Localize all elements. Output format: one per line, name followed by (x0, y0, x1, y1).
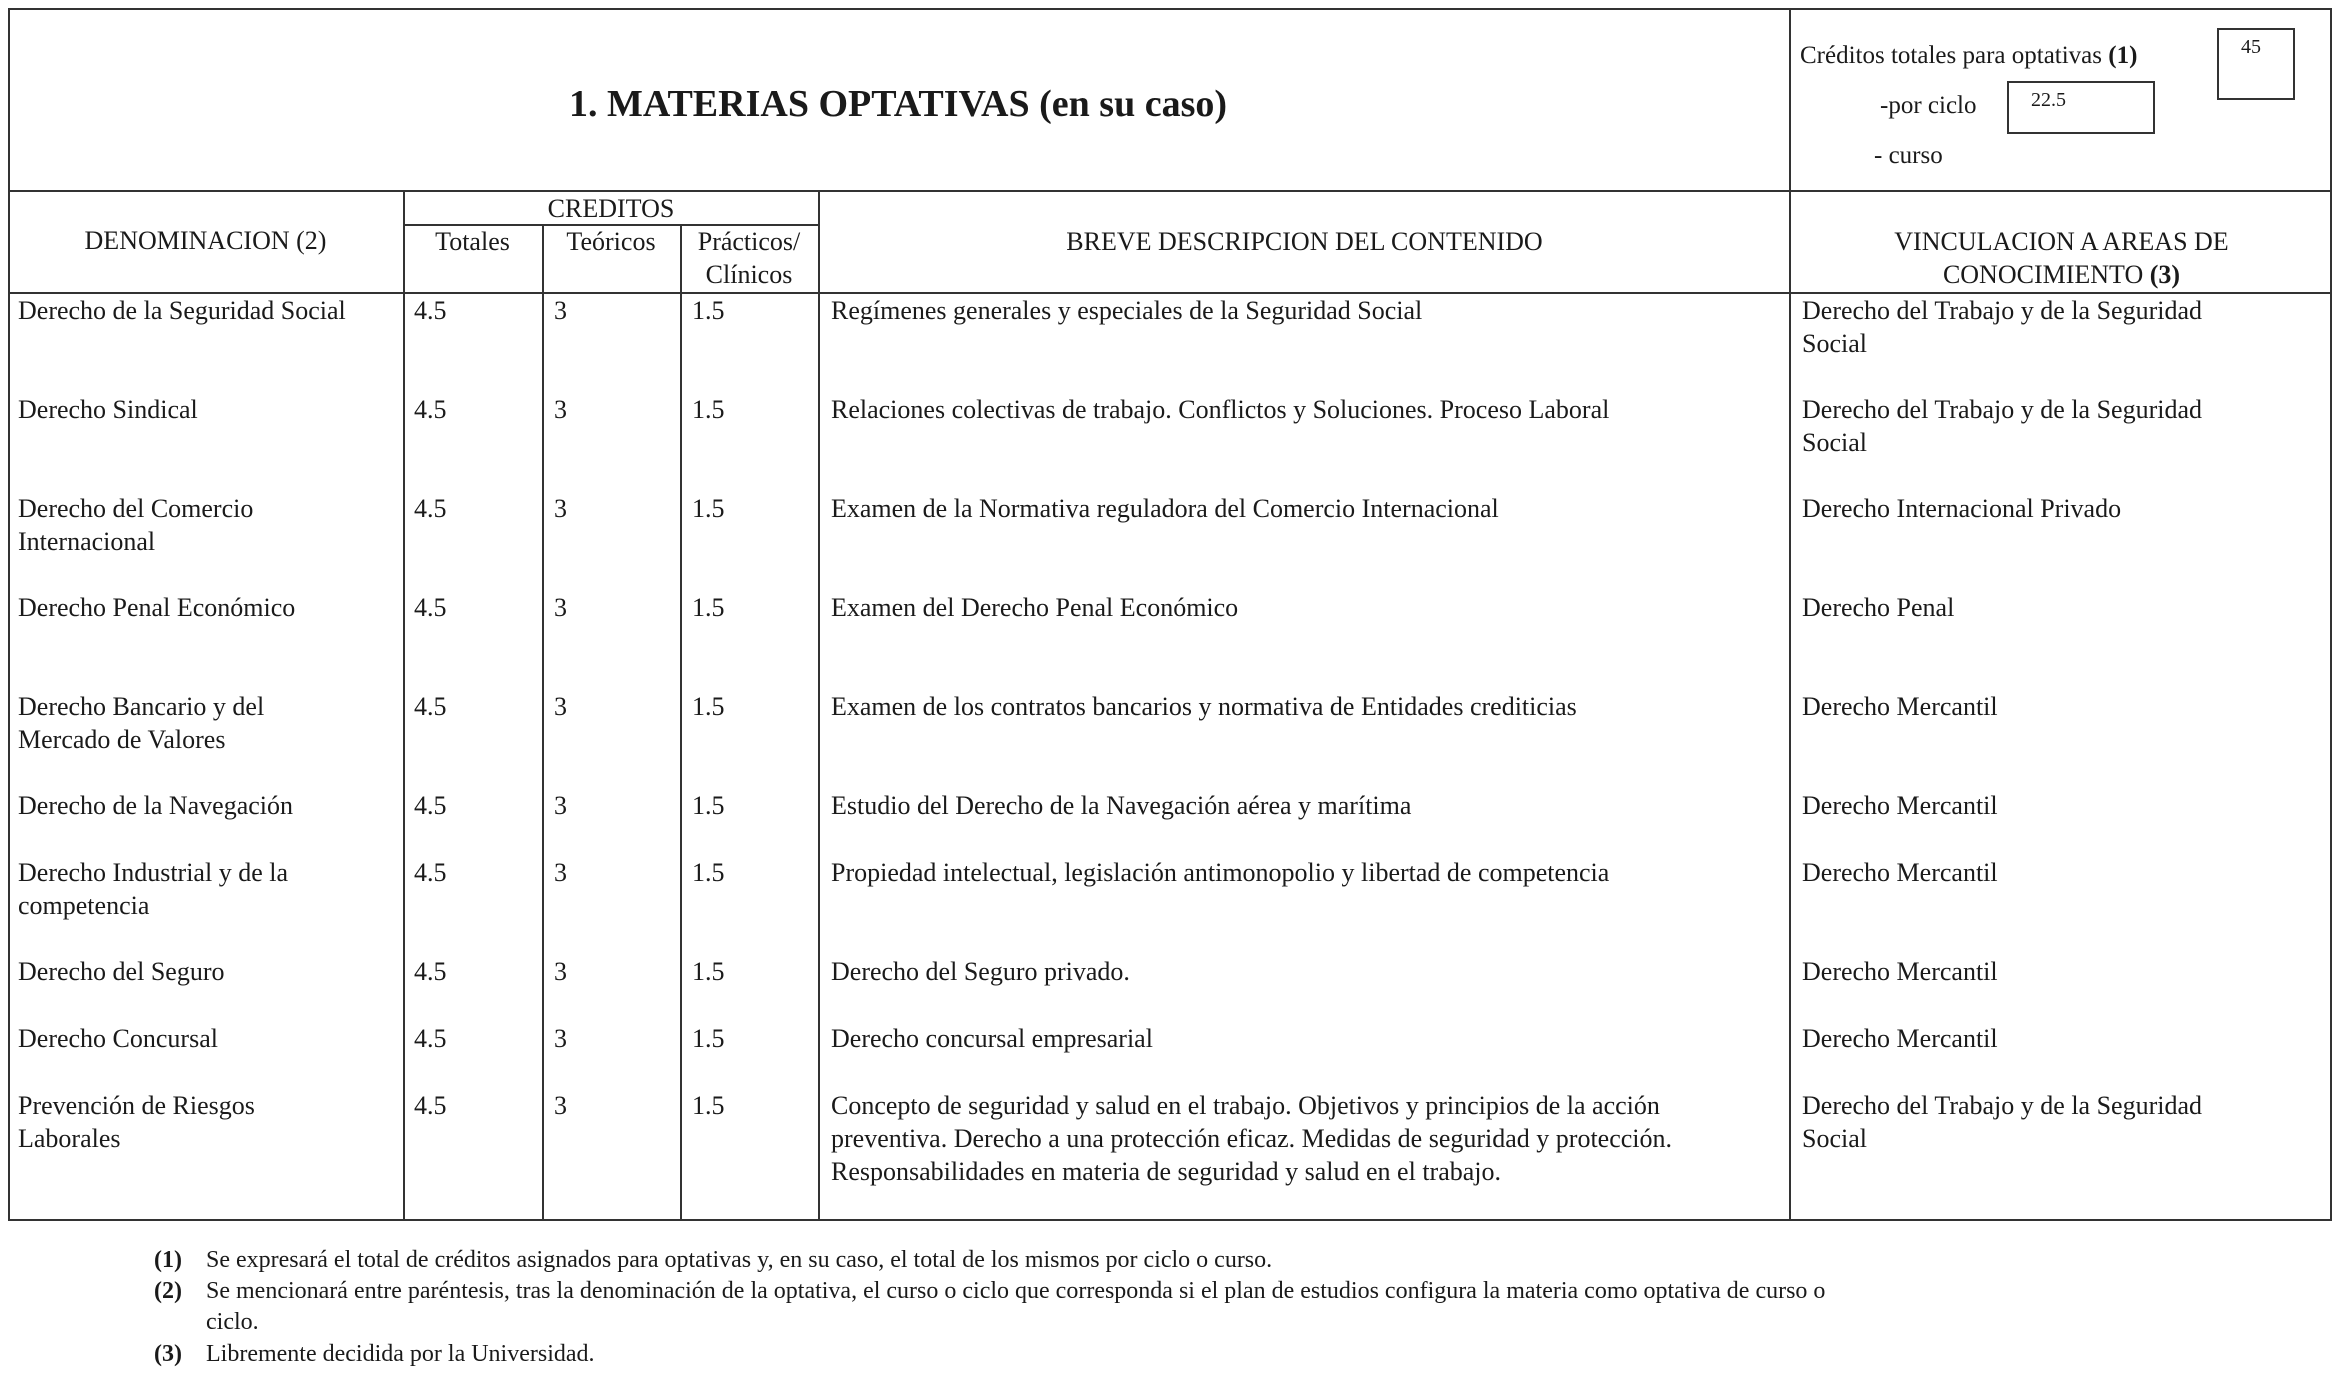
footnote-2-number: (2) (154, 1278, 182, 1304)
row-5-desc-line1: Estudio del Derecho de la Navegación aérea y marítima (831, 791, 1412, 820)
row-8-totales: 4.5 (414, 1024, 447, 1053)
row-2-area-line1: Derecho Internacional Privado (1802, 494, 2122, 523)
row-4-desc-line1: Examen de los contratos bancarios y normativa de Entidades crediticias (831, 692, 1577, 721)
row-0-name-line1: Derecho de la Seguridad Social (18, 296, 346, 325)
row-1-totales: 4.5 (414, 395, 447, 424)
per-ciclo-label: -por ciclo (1880, 92, 1977, 119)
header-denominacion-text: DENOMINACION (84, 226, 290, 255)
row-1-desc-line1: Relaciones colectivas de trabajo. Conflictos y Soluciones. Proceso Laboral (831, 395, 1610, 424)
total-credits-value: 45 (2241, 36, 2261, 58)
row-5-descripcion (831, 789, 1786, 822)
header-practicos-line2: Clínicos (705, 260, 793, 289)
header-divider (8, 190, 2332, 192)
row-7-desc-line1: Derecho del Seguro privado. (831, 957, 1130, 986)
header-vinculacion-line2 (1791, 258, 2332, 291)
row-1-name (18, 393, 398, 426)
header-vinculacion (1791, 225, 2332, 291)
col-divider-practicos (818, 190, 820, 1221)
header-vinculacion-line1: VINCULACION A AREAS DE (1894, 227, 2229, 256)
row-5-area (1802, 789, 2327, 822)
row-4-teoricos: 3 (554, 692, 567, 721)
footnote-1 (154, 1245, 2304, 1276)
per-curso-label: - curso (1874, 142, 1943, 169)
per-ciclo-value-box (2007, 81, 2155, 134)
row-4-name-line1: Derecho Bancario y del (18, 692, 265, 721)
row-6-totales: 4.5 (414, 858, 447, 887)
footnote-3-number: (3) (154, 1341, 182, 1367)
row-9-desc-line2: preventiva. Derecho a una protección eficaz. Medidas de seguridad y protección. (831, 1124, 1673, 1153)
row-0-area (1802, 294, 2327, 360)
row-7-area (1802, 955, 2327, 988)
footnote-1-text: Se expresará el total de créditos asignados para optativas y, en su caso, el total de los mismos por ciclo o curso. (206, 1247, 1273, 1273)
row-4-totales: 4.5 (414, 692, 447, 721)
row-5-area-line1: Derecho Mercantil (1802, 791, 1998, 820)
row-8-area (1802, 1022, 2327, 1055)
row-1-practicos: 1.5 (692, 395, 725, 424)
row-2-name-line2: Internacional (18, 527, 156, 556)
row-0-name (18, 294, 398, 327)
row-3-name-line1: Derecho Penal Económico (18, 593, 296, 622)
row-2-desc-line1: Examen de la Normativa reguladora del Comercio Internacional (831, 494, 1499, 523)
row-7-name-line1: Derecho del Seguro (18, 957, 225, 986)
row-0-practicos: 1.5 (692, 296, 725, 325)
footnote-1-number: (1) (154, 1247, 182, 1273)
row-8-desc-line1: Derecho concursal empresarial (831, 1024, 1153, 1053)
row-3-totales: 4.5 (414, 593, 447, 622)
total-credits-value-box (2217, 28, 2295, 100)
row-2-name-line1: Derecho del Comercio (18, 494, 254, 523)
row-9-area (1802, 1089, 2327, 1155)
header-creditos: CREDITOS (547, 194, 675, 223)
col-divider-denominacion (403, 190, 405, 1221)
row-5-practicos: 1.5 (692, 791, 725, 820)
header-practicos (680, 225, 818, 291)
row-3-area (1802, 591, 2327, 624)
total-credits-label (1800, 42, 2137, 70)
row-7-descripcion (831, 955, 1786, 988)
row-5-totales: 4.5 (414, 791, 447, 820)
row-6-name (18, 856, 398, 922)
row-1-area (1802, 393, 2327, 459)
footnote-2-line1: Se mencionará entre paréntesis, tras la denominación de la optativa, el curso o ciclo que corresponda si el plan de estudios configura la materia como optativa de curso o (206, 1278, 1826, 1304)
row-9-area-line1: Derecho del Trabajo y de la Seguridad (1802, 1091, 2203, 1120)
row-7-practicos: 1.5 (692, 957, 725, 986)
row-2-name (18, 492, 398, 558)
row-1-name-line1: Derecho Sindical (18, 395, 198, 424)
header-descripcion: BREVE DESCRIPCION DEL CONTENIDO (1066, 227, 1543, 256)
row-0-teoricos: 3 (554, 296, 567, 325)
row-4-area (1802, 690, 2327, 723)
row-2-practicos: 1.5 (692, 494, 725, 523)
title-suffix: (en su caso) (1039, 83, 1228, 125)
header-vinculacion-ref: (3) (2149, 260, 2181, 289)
row-9-descripcion (831, 1089, 1786, 1188)
row-2-descripcion (831, 492, 1786, 525)
row-3-desc-line1: Examen del Derecho Penal Económico (831, 593, 1239, 622)
row-1-descripcion (831, 393, 1786, 426)
credits-box-divider (1789, 8, 1791, 1221)
row-8-name-line1: Derecho Concursal (18, 1024, 218, 1053)
row-9-desc-line1: Concepto de seguridad y salud en el trabajo. Objetivos y principios de la acción (831, 1091, 1660, 1120)
row-4-descripcion (831, 690, 1786, 723)
row-9-totales: 4.5 (414, 1091, 447, 1120)
row-1-teoricos: 3 (554, 395, 567, 424)
row-6-name-line2: competencia (18, 891, 150, 920)
row-0-desc-line1: Regímenes generales y especiales de la Seguridad Social (831, 296, 1423, 325)
row-0-totales: 4.5 (414, 296, 447, 325)
row-0-area-line1: Derecho del Trabajo y de la Seguridad (1802, 296, 2203, 325)
row-6-area (1802, 856, 2327, 889)
row-5-teoricos: 3 (554, 791, 567, 820)
footnote-3 (154, 1339, 2304, 1370)
row-7-name (18, 955, 398, 988)
row-7-teoricos: 3 (554, 957, 567, 986)
row-3-practicos: 1.5 (692, 593, 725, 622)
per-ciclo-value: 22.5 (2031, 89, 2066, 111)
row-8-descripcion (831, 1022, 1786, 1055)
row-6-name-line1: Derecho Industrial y de la (18, 858, 289, 887)
row-8-area-line1: Derecho Mercantil (1802, 1024, 1998, 1053)
row-1-area-line2: Social (1802, 428, 1867, 457)
header-denominacion (8, 224, 403, 257)
header-denominacion-ref: (2) (296, 226, 327, 255)
row-2-area (1802, 492, 2327, 525)
row-4-name (18, 690, 398, 756)
row-9-practicos: 1.5 (692, 1091, 725, 1120)
row-8-teoricos: 3 (554, 1024, 567, 1053)
row-6-area-line1: Derecho Mercantil (1802, 858, 1998, 887)
row-6-desc-line1: Propiedad intelectual, legislación antimonopolio y libertad de competencia (831, 858, 1610, 887)
footnote-2 (154, 1276, 2304, 1338)
row-4-area-line1: Derecho Mercantil (1802, 692, 1998, 721)
row-6-practicos: 1.5 (692, 858, 725, 887)
row-9-name-line1: Prevención de Riesgos (18, 1091, 255, 1120)
row-5-name-line1: Derecho de la Navegación (18, 791, 294, 820)
row-6-teoricos: 3 (554, 858, 567, 887)
row-5-name (18, 789, 398, 822)
col-divider-teoricos (680, 224, 682, 1221)
row-0-descripcion (831, 294, 1786, 327)
col-divider-totales (542, 224, 544, 1221)
row-1-area-line1: Derecho del Trabajo y de la Seguridad (1802, 395, 2203, 424)
row-6-descripcion (831, 856, 1786, 889)
row-9-teoricos: 3 (554, 1091, 567, 1120)
footnote-3-text: Libremente decidida por la Universidad. (206, 1341, 595, 1367)
header-vinculacion-text: CONOCIMIENTO (1942, 260, 2144, 289)
row-3-area-line1: Derecho Penal (1802, 593, 1955, 622)
row-3-name (18, 591, 398, 624)
row-4-practicos: 1.5 (692, 692, 725, 721)
row-9-area-line2: Social (1802, 1124, 1867, 1153)
header-practicos-line1: Prácticos/ (697, 227, 801, 256)
title-main: 1. MATERIAS OPTATIVAS (568, 83, 1030, 125)
row-3-descripcion (831, 591, 1786, 624)
row-4-name-line2: Mercado de Valores (18, 725, 226, 754)
page-title (8, 82, 1788, 126)
total-credits-ref: (1) (2108, 42, 2138, 69)
row-7-totales: 4.5 (414, 957, 447, 986)
row-9-name (18, 1089, 398, 1155)
header-teoricos: Teóricos (566, 227, 656, 256)
row-9-name-line2: Laborales (18, 1124, 121, 1153)
row-7-area-line1: Derecho Mercantil (1802, 957, 1998, 986)
row-8-practicos: 1.5 (692, 1024, 725, 1053)
footnote-2-line2: ciclo. (206, 1309, 259, 1335)
row-3-teoricos: 3 (554, 593, 567, 622)
row-2-totales: 4.5 (414, 494, 447, 523)
footnote-2-text (206, 1276, 1825, 1338)
row-2-teoricos: 3 (554, 494, 567, 523)
row-8-name (18, 1022, 398, 1055)
row-0-area-line2: Social (1802, 329, 1867, 358)
row-9-desc-line3: Responsabilidades en materia de seguridad y salud en el trabajo. (831, 1157, 1502, 1186)
total-credits-text: Créditos totales para optativas (1800, 42, 2103, 69)
header-totales: Totales (435, 227, 510, 256)
